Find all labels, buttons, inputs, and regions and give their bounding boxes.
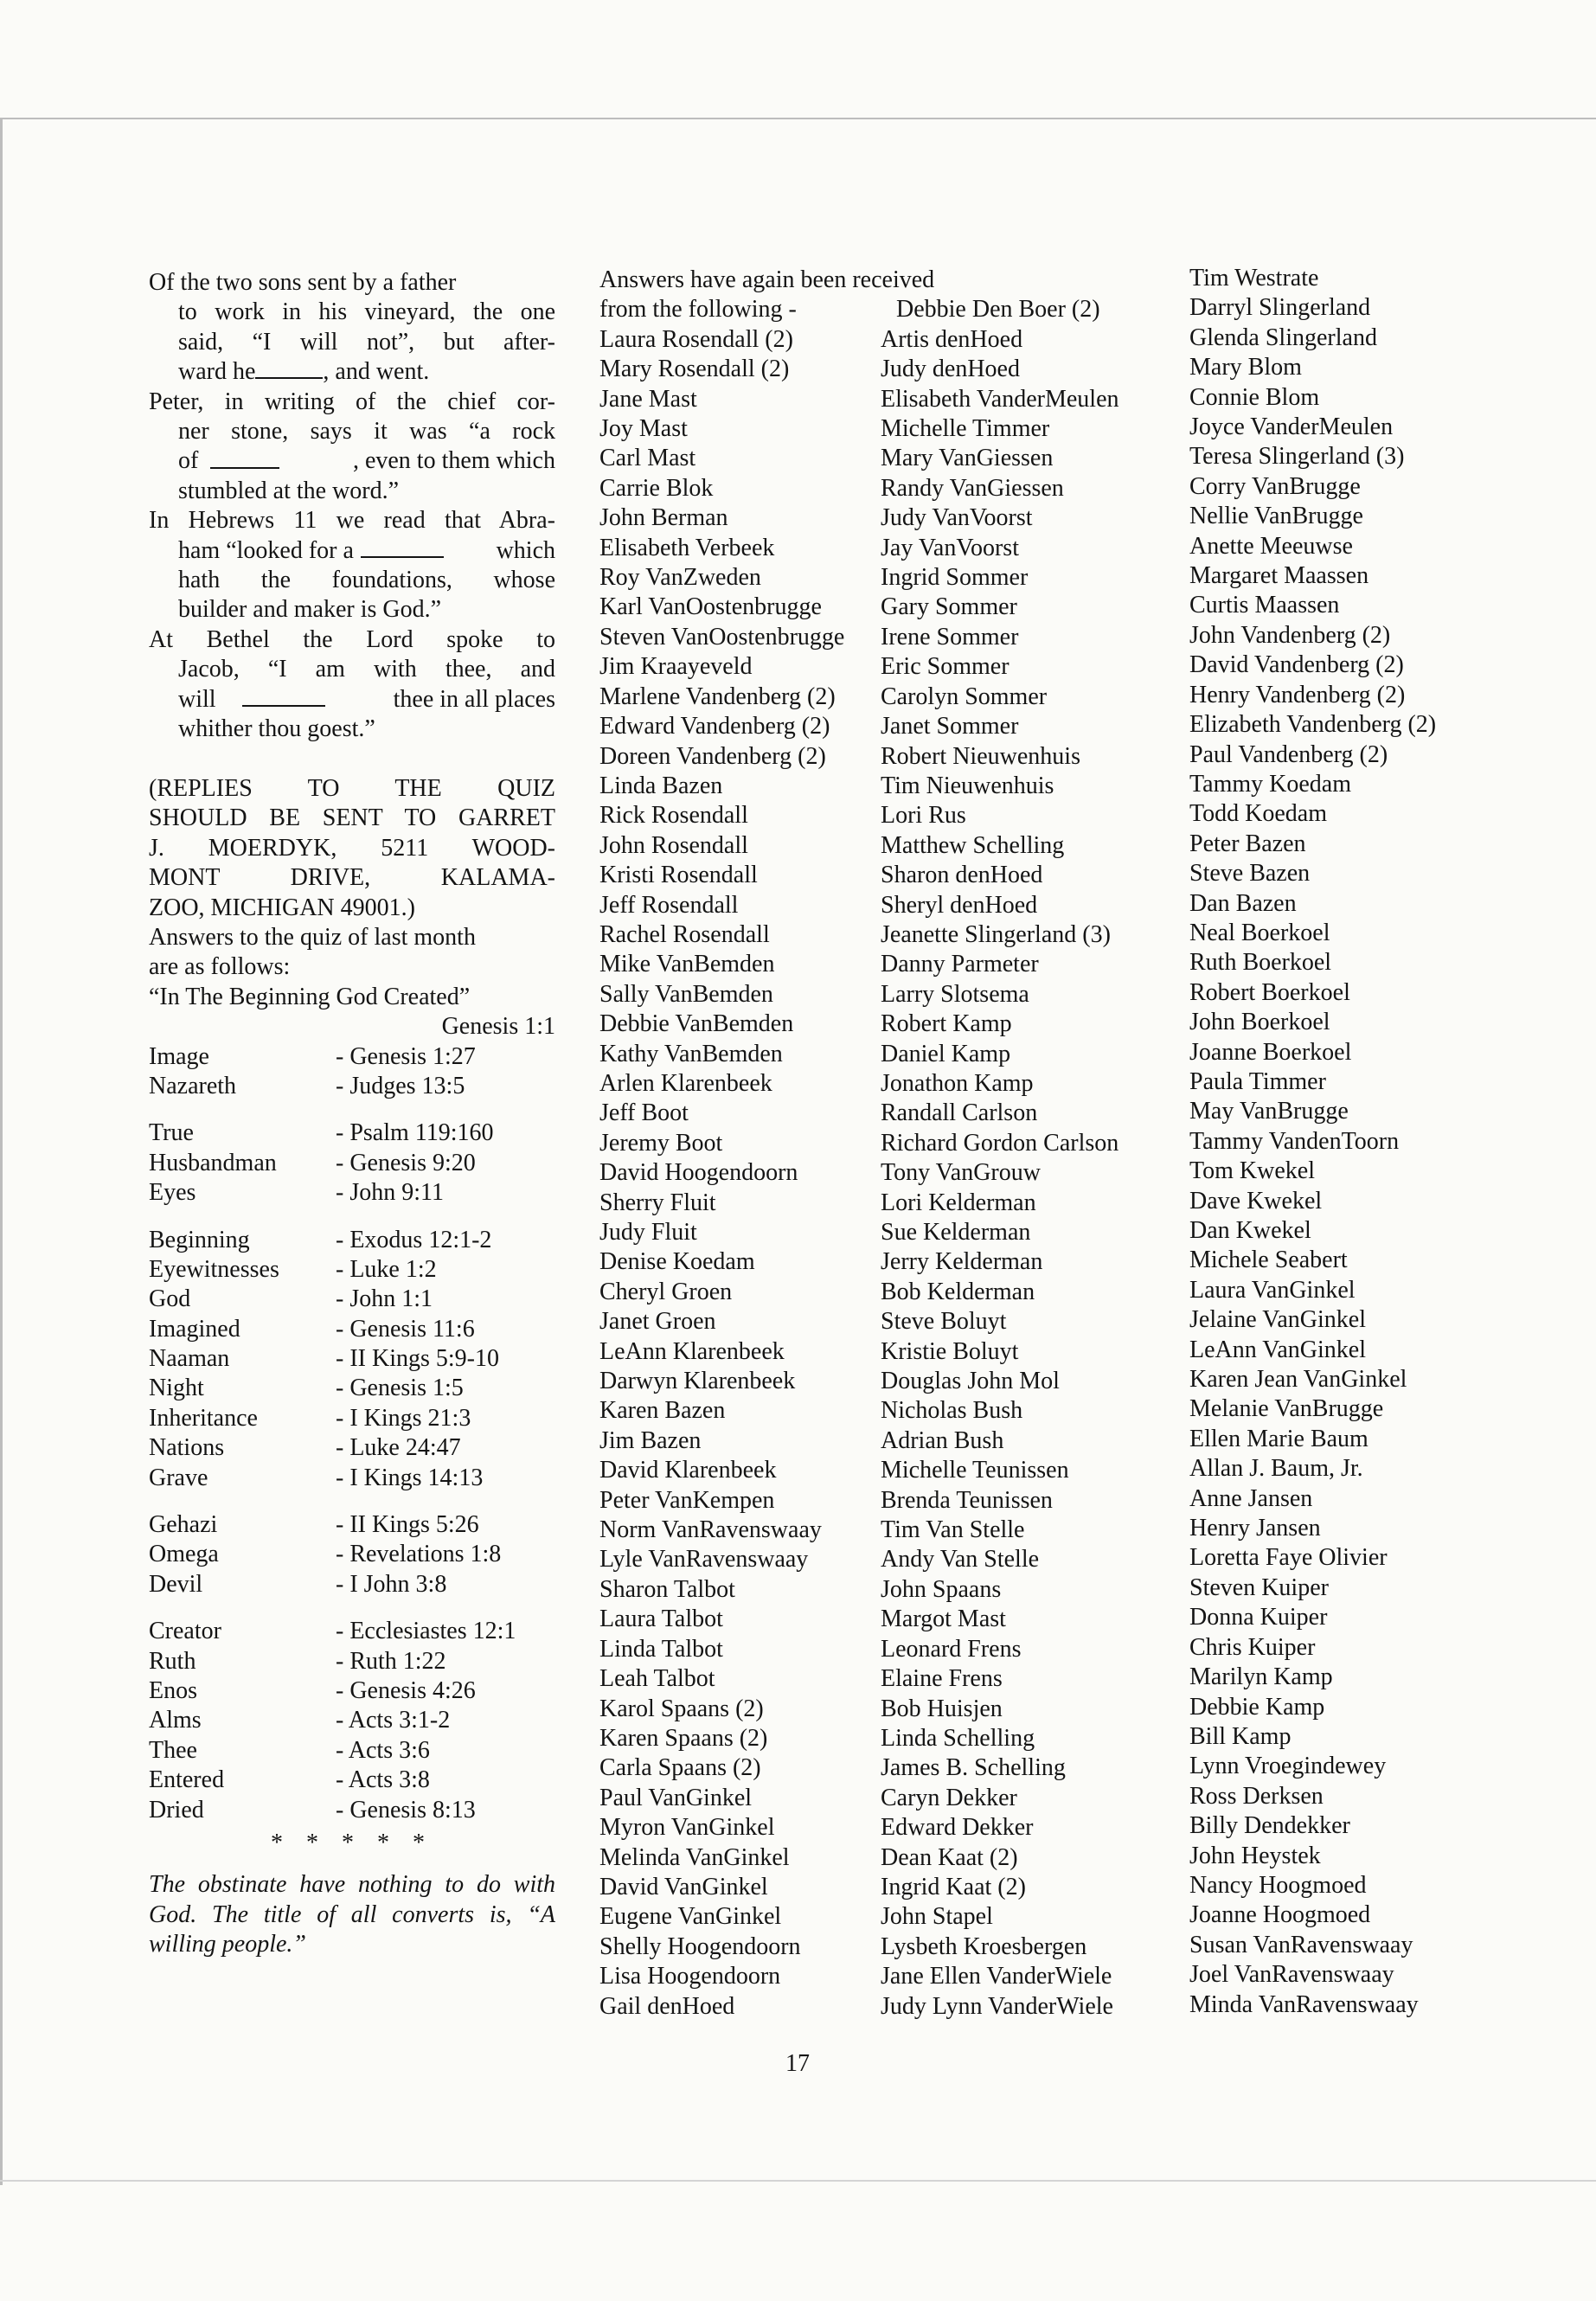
replies-line: MONT DRIVE, KALAMA- <box>149 864 555 892</box>
respondent-name: Steve Boluyt <box>881 1308 1007 1336</box>
respondent-name: Ingrid Sommer <box>881 564 1029 592</box>
respondent-name: Carl Mast <box>599 445 696 472</box>
respondent-name: Leonard Frens <box>881 1635 1022 1663</box>
respondent-name: Debbie Kamp <box>1189 1693 1325 1721</box>
respondent-name: Edward Dekker <box>881 1814 1034 1842</box>
respondent-name: Elisabeth VanderMeulen <box>881 385 1119 413</box>
respondent-name: Glenda Slingerland <box>1189 324 1377 351</box>
respondent-name: Michelle Timmer <box>881 415 1050 443</box>
answer-word: Eyes <box>149 1179 196 1207</box>
respondent-name: Carrie Blok <box>599 474 714 502</box>
answer-row <box>149 1149 555 1178</box>
respondent-name: James B. Schelling <box>881 1754 1066 1782</box>
answer-word: Eyewitnesses <box>149 1255 279 1283</box>
answer-reference: - Genesis 11:6 <box>336 1315 475 1343</box>
respondent-name: Adrian Bush <box>881 1426 1004 1454</box>
answer-reference: - II Kings 5:9-10 <box>336 1345 499 1373</box>
answer-row <box>149 1433 555 1463</box>
quiz-line: In Hebrews 11 we read that Abra- <box>149 507 555 535</box>
answer-reference: - Genesis 1:5 <box>336 1375 464 1402</box>
respondent-name: John Berman <box>599 504 728 532</box>
page-bottom-rule <box>0 2180 1596 2182</box>
respondent-name: Joel VanRavenswaay <box>1189 1961 1394 1989</box>
respondent-name: Laura VanGinkel <box>1189 1276 1356 1304</box>
answers-intro <box>149 923 555 1042</box>
answer-row <box>149 1315 555 1344</box>
respondent-name: John Heystek <box>1189 1842 1321 1869</box>
answer-reference: - Revelations 1:8 <box>336 1541 502 1568</box>
respondent-name: Lysbeth Kroesbergen <box>881 1932 1087 1960</box>
respondent-name: Anette Meeuwse <box>1189 532 1353 560</box>
respondent-name: Larry Slotsema <box>881 980 1029 1008</box>
quiz-line: of , even to them which <box>178 447 555 475</box>
respondent-name: Robert Boerkoel <box>1189 978 1350 1006</box>
respondent-name: Karen Bazen <box>599 1397 726 1425</box>
respondent-name: Peter Bazen <box>1189 830 1306 857</box>
respondent-name: Susan VanRavenswaay <box>1189 1931 1413 1958</box>
respondent-name: David Vandenberg (2) <box>1189 651 1404 679</box>
answer-word: Night <box>149 1375 204 1402</box>
answer-word: Inheritance <box>149 1404 258 1432</box>
answer-reference: - Genesis 4:26 <box>336 1676 476 1704</box>
respondent-name: Ingrid Kaat (2) <box>881 1873 1026 1900</box>
respondent-name: Kristie Boluyt <box>881 1337 1019 1365</box>
quiz-line: hath the foundations, whose <box>178 567 555 594</box>
quiz-line: Jacob, “I am with thee, and <box>178 656 555 683</box>
respondent-name: Dan Bazen <box>1189 889 1297 917</box>
respondent-name: Ruth Boerkoel <box>1189 949 1332 977</box>
answer-row <box>149 1617 555 1646</box>
respondent-name: Judy Fluit <box>599 1219 697 1246</box>
answer-reference: - Genesis 1:27 <box>336 1042 476 1070</box>
respondent-name: John Spaans <box>881 1575 1002 1603</box>
respondent-name: Cheryl Groen <box>599 1278 733 1305</box>
respondent-name: Laura Talbot <box>599 1606 723 1633</box>
respondent-name: Arlen Klarenbeek <box>599 1069 772 1097</box>
respondent-name: Ellen Marie Baum <box>1189 1425 1368 1452</box>
respondent-name: Danny Parmeter <box>881 951 1039 978</box>
respondent-name: Loretta Faye Olivier <box>1189 1544 1388 1572</box>
respondent-name: Michelle Teunissen <box>881 1457 1069 1484</box>
respondent-name: Denise Koedam <box>599 1248 755 1276</box>
respondent-name: Laura Rosendall (2) <box>599 325 793 353</box>
respondent-name: Rick Rosendall <box>599 802 748 830</box>
respondent-name: Minda VanRavenswaay <box>1189 1990 1419 2018</box>
answer-row <box>149 1404 555 1433</box>
answer-reference: - Luke 24:47 <box>336 1434 461 1462</box>
respondent-name: Rachel Rosendall <box>599 920 770 948</box>
respondent-name: Jeff Boot <box>599 1099 689 1127</box>
answer-word: Enos <box>149 1676 197 1704</box>
answer-word: Beginning <box>149 1226 250 1253</box>
respondent-name: Jane Mast <box>599 385 697 413</box>
respondent-name: Steven Kuiper <box>1189 1574 1329 1601</box>
received-subheader: from the following - <box>599 296 797 324</box>
respondent-name: Curtis Maassen <box>1189 592 1340 619</box>
respondent-name: Tom Kwekel <box>1189 1157 1316 1185</box>
respondent-name: Nancy Hoogmoed <box>1189 1871 1367 1899</box>
respondent-name: Edward Vandenberg (2) <box>599 713 830 740</box>
answer-row <box>149 1766 555 1795</box>
respondent-name: Bill Kamp <box>1189 1722 1292 1750</box>
respondent-name: Sherry Fluit <box>599 1189 716 1216</box>
answer-blank <box>210 464 279 469</box>
replies-line: J. MOERDYK, 5211 WOOD- <box>149 834 555 862</box>
answer-word: Alms <box>149 1707 202 1734</box>
answer-reference: - Judges 13:5 <box>336 1072 465 1099</box>
respondent-name: Mary Blom <box>1189 354 1302 381</box>
answer-reference: - Exodus 12:1-2 <box>336 1226 492 1253</box>
quiz-line: said, “I will not”, but after- <box>178 328 555 356</box>
respondent-name: Sheryl denHoed <box>881 891 1038 919</box>
respondent-name: Robert Nieuwenhuis <box>881 742 1080 770</box>
answer-reference: - Acts 3:8 <box>336 1766 430 1794</box>
quiz-question-1 <box>149 268 555 388</box>
page-left-edge <box>0 118 3 2185</box>
answer-row <box>149 1285 555 1314</box>
respondent-name: Marilyn Kamp <box>1189 1663 1333 1691</box>
respondent-name: Anne Jansen <box>1189 1484 1313 1512</box>
answer-word: Ruth <box>149 1647 196 1675</box>
answer-reference: - Genesis 9:20 <box>336 1149 476 1176</box>
answer-row <box>149 1042 555 1072</box>
respondent-name: Irene Sommer <box>881 623 1019 651</box>
answer-reference: - II Kings 5:26 <box>336 1511 479 1539</box>
respondent-name: Melinda VanGinkel <box>599 1843 790 1871</box>
answer-word: Gehazi <box>149 1511 218 1539</box>
received-header: Answers have again been received <box>599 266 935 293</box>
respondent-name: Darryl Slingerland <box>1189 294 1371 322</box>
answer-row <box>149 1344 555 1374</box>
answer-row <box>149 1676 555 1706</box>
respondent-name: Tony VanGrouw <box>881 1159 1041 1187</box>
respondent-name: Linda Bazen <box>599 772 723 799</box>
respondent-name: Joy Mast <box>599 415 688 443</box>
page-number: 17 <box>785 2050 810 2077</box>
answer-row <box>149 1570 555 1599</box>
answer-reference: - Luke 1:2 <box>336 1255 437 1283</box>
respondent-name: Janet Sommer <box>881 713 1019 740</box>
answer-word: Image <box>149 1042 209 1070</box>
respondent-name: Sharon denHoed <box>881 862 1043 889</box>
respondent-name: Billy Dendekker <box>1189 1812 1350 1840</box>
answer-row <box>149 1510 555 1540</box>
quiz-line: ward he , and went. <box>178 358 430 386</box>
respondent-name: John Vandenberg (2) <box>1189 621 1391 649</box>
respondent-name: Henry Jansen <box>1189 1515 1321 1542</box>
respondent-name: Steve Bazen <box>1189 860 1311 888</box>
respondent-name: Eugene VanGinkel <box>599 1903 782 1931</box>
respondent-name: Lori Rus <box>881 802 966 830</box>
answer-word: True <box>149 1119 194 1147</box>
answer-word: Naaman <box>149 1345 230 1373</box>
answers-intro-line: Answers to the quiz of last month <box>149 923 476 951</box>
respondent-name: Jim Bazen <box>599 1426 702 1454</box>
respondent-name: Lori Kelderman <box>881 1189 1036 1216</box>
respondent-name: Karen Jean VanGinkel <box>1189 1366 1407 1394</box>
quiz-line: builder and maker is God.” <box>178 596 442 624</box>
answer-row <box>149 1796 555 1825</box>
respondent-name: David VanGinkel <box>599 1873 768 1900</box>
answer-blank <box>242 702 325 707</box>
respondent-name: Lynn Vroegindewey <box>1189 1753 1387 1780</box>
respondent-name: Robert Kamp <box>881 1010 1012 1038</box>
respondent-name: Doreen Vandenberg (2) <box>599 742 826 770</box>
answer-reference: - Acts 3:1-2 <box>336 1707 451 1734</box>
answer-word: Devil <box>149 1570 203 1598</box>
answers-theme: “In The Beginning God Created” <box>149 983 471 1010</box>
respondent-name: Nellie VanBrugge <box>1189 503 1363 530</box>
respondent-name: Jerry Kelderman <box>881 1248 1043 1276</box>
respondent-name: Bob Huisjen <box>881 1695 1003 1722</box>
respondent-name: Connie Blom <box>1189 383 1320 411</box>
respondent-name: Joyce VanderMeulen <box>1189 413 1394 441</box>
respondent-name: Donna Kuiper <box>1189 1604 1328 1631</box>
answer-row <box>149 1647 555 1676</box>
answer-reference: - Ecclesiastes 12:1 <box>336 1618 516 1645</box>
respondent-name: Margot Mast <box>881 1606 1006 1633</box>
quiz-question-4 <box>149 625 555 745</box>
respondent-name: David Klarenbeek <box>599 1457 777 1484</box>
respondent-name: Norm VanRavenswaay <box>599 1516 822 1544</box>
respondent-name: Jim Kraayeveld <box>599 653 753 681</box>
respondents-columns <box>599 266 1162 2022</box>
respondent-name: Steven VanOostenbrugge <box>599 623 845 651</box>
answer-reference: - Psalm 119:160 <box>336 1119 494 1147</box>
answer-reference: - I John 3:8 <box>336 1570 447 1598</box>
respondent-name: Randall Carlson <box>881 1099 1038 1127</box>
respondent-name: Mary VanGiessen <box>881 445 1054 472</box>
respondent-name: Linda Talbot <box>599 1635 723 1663</box>
answer-word: Nazareth <box>149 1072 237 1099</box>
respondent-name: Dan Kwekel <box>1189 1217 1311 1244</box>
respondent-name: Sharon Talbot <box>599 1575 735 1603</box>
respondent-name: Jeremy Boot <box>599 1129 723 1157</box>
respondent-name: Allan J. Baum, Jr. <box>1189 1455 1363 1483</box>
respondent-name: Randy VanGiessen <box>881 474 1064 502</box>
answer-reference: - I Kings 21:3 <box>336 1404 471 1432</box>
respondent-name: Paul VanGinkel <box>599 1784 753 1811</box>
quiz-line: Of the two sons sent by a father <box>149 269 457 296</box>
respondent-name: Jeanette Slingerland (3) <box>881 920 1111 948</box>
respondent-name: John Boerkoel <box>1189 1009 1330 1036</box>
respondent-name: Karl VanOostenbrugge <box>599 593 822 621</box>
quiz-line: to work in his vineyard, the one <box>178 298 555 326</box>
replies-notice <box>149 774 555 923</box>
answer-row <box>149 1540 555 1569</box>
respondent-name: Judy VanVoorst <box>881 504 1033 532</box>
respondent-name: Jonathon Kamp <box>881 1069 1034 1097</box>
answer-row <box>149 1226 555 1255</box>
respondent-name: Dave Kwekel <box>1189 1187 1323 1215</box>
respondent-name: Carla Spaans (2) <box>599 1754 761 1782</box>
respondent-name: Myron VanGinkel <box>599 1814 775 1842</box>
respondent-name: Debbie Den Boer (2) <box>896 296 1100 324</box>
replies-line: SHOULD BE SENT TO GARRET <box>149 804 555 832</box>
respondent-name: Tim Westrate <box>1189 265 1319 292</box>
quiz-line: ham “looked for a which <box>178 536 555 564</box>
page-top-rule <box>0 118 1596 119</box>
respondent-name: Linda Schelling <box>881 1724 1035 1752</box>
answer-row <box>149 1072 555 1101</box>
respondent-name: Douglas John Mol <box>881 1368 1060 1395</box>
answer-reference: - Ruth 1:22 <box>336 1647 446 1675</box>
respondent-name: Daniel Kamp <box>881 1040 1011 1067</box>
respondent-name: Tim Van Stelle <box>881 1516 1025 1544</box>
respondent-name: Melanie VanBrugge <box>1189 1395 1384 1423</box>
answer-row <box>149 1118 555 1148</box>
answer-reference: - Acts 3:6 <box>336 1736 430 1764</box>
answer-word: Husbandman <box>149 1149 277 1176</box>
respondent-name: Artis denHoed <box>881 325 1023 353</box>
answer-reference: - Genesis 8:13 <box>336 1796 476 1823</box>
answer-row <box>149 1706 555 1735</box>
respondent-name: Elizabeth Vandenberg (2) <box>1189 711 1437 739</box>
respondent-name: John Stapel <box>881 1903 993 1931</box>
respondent-name: Kathy VanBemden <box>599 1040 783 1067</box>
quiz-line: stumbled at the word.” <box>178 477 400 504</box>
section-divider-stars: * * * * * <box>271 1829 433 1856</box>
respondent-list-col2 <box>599 325 881 2022</box>
respondent-name: LeAnn Klarenbeek <box>599 1337 785 1365</box>
respondent-name: Joanne Hoogmoed <box>1189 1901 1371 1929</box>
respondent-name: Michele Seabert <box>1189 1247 1348 1274</box>
answers-theme-ref: Genesis 1:1 <box>441 1013 555 1041</box>
respondent-name: Todd Koedam <box>1189 800 1328 828</box>
quiz-line: At Bethel the Lord spoke to <box>149 625 555 653</box>
respondent-name: Roy VanZweden <box>599 564 761 592</box>
respondent-name: Ross Derksen <box>1189 1782 1324 1810</box>
respondent-name: May VanBrugge <box>1189 1098 1349 1125</box>
respondent-name: Marlene Vandenberg (2) <box>599 683 836 710</box>
respondent-name: Jane Ellen VanderWiele <box>881 1963 1112 1990</box>
respondent-name: Karen Spaans (2) <box>599 1724 768 1752</box>
respondent-name: Paula Timmer <box>1189 1067 1326 1095</box>
respondent-name: Mary Rosendall (2) <box>599 356 790 383</box>
answer-word: Entered <box>149 1766 225 1794</box>
answer-word: God <box>149 1285 191 1313</box>
quiz-line: Peter, in writing of the chief cor- <box>149 388 555 415</box>
replies-line: ZOO, MICHIGAN 49001.) <box>149 894 415 921</box>
answer-row <box>149 1736 555 1766</box>
respondent-name: Caryn Dekker <box>881 1784 1017 1811</box>
closing-quote: The obstinate have nothing to do with God. The title of all converts is, “A willing people.” <box>149 1871 555 1958</box>
respondent-name: Neal Boerkoel <box>1189 919 1330 946</box>
answer-reference: - John 1:1 <box>336 1285 433 1313</box>
respondent-list-col3 <box>881 325 1162 2022</box>
respondent-name: Sally VanBemden <box>599 980 773 1008</box>
respondent-name: Teresa Slingerland (3) <box>1189 443 1405 471</box>
respondent-name: Kristi Rosendall <box>599 862 758 889</box>
respondent-list-col4 <box>1189 264 1579 2020</box>
respondent-name: David Hoogendoorn <box>599 1159 798 1187</box>
respondent-name: Darwyn Klarenbeek <box>599 1368 796 1395</box>
respondent-name: Sue Kelderman <box>881 1219 1031 1246</box>
respondent-name: Bob Kelderman <box>881 1278 1035 1305</box>
respondent-name: Paul Vandenberg (2) <box>1189 740 1388 768</box>
respondent-name: Shelly Hoogendoorn <box>599 1932 801 1960</box>
respondent-name: Jay VanVoorst <box>881 534 1019 561</box>
respondent-name: Dean Kaat (2) <box>881 1843 1018 1871</box>
respondent-name: Henry Vandenberg (2) <box>1189 681 1406 708</box>
answer-word: Omega <box>149 1541 219 1568</box>
respondent-name: Judy denHoed <box>881 356 1020 383</box>
respondent-name: Leah Talbot <box>599 1665 715 1693</box>
respondent-name: Tammy Koedam <box>1189 770 1351 798</box>
answer-row <box>149 1178 555 1208</box>
respondent-name: Debbie VanBemden <box>599 1010 794 1038</box>
respondent-name: John Rosendall <box>599 831 748 859</box>
respondent-name: Jelaine VanGinkel <box>1189 1306 1366 1334</box>
respondent-name: Peter VanKempen <box>599 1486 775 1514</box>
answer-word: Grave <box>149 1464 208 1491</box>
respondent-name: Elisabeth Verbeek <box>599 534 775 561</box>
answer-word: Dried <box>149 1796 204 1823</box>
respondent-name: Elaine Frens <box>881 1665 1003 1693</box>
answer-list <box>149 1042 555 1825</box>
quiz-question-3 <box>149 506 555 625</box>
answer-row <box>149 1374 555 1403</box>
respondent-name: Judy Lynn VanderWiele <box>881 1992 1113 2020</box>
quiz-line: will thee in all places <box>178 685 555 713</box>
answer-reference: - John 9:11 <box>336 1179 444 1207</box>
respondent-name: Tim Nieuwenhuis <box>881 772 1054 799</box>
respondent-name: Chris Kuiper <box>1189 1633 1316 1661</box>
respondent-name: Mike VanBemden <box>599 951 775 978</box>
respondent-name: Gary Sommer <box>881 593 1017 621</box>
respondent-name: Eric Sommer <box>881 653 1010 681</box>
replies-line: (REPLIES TO THE QUIZ <box>149 774 555 802</box>
answer-row <box>149 1464 555 1493</box>
respondent-name: Matthew Schelling <box>881 831 1065 859</box>
respondent-name: Nicholas Bush <box>881 1397 1023 1425</box>
answer-blank <box>255 374 323 379</box>
respondent-name: Janet Groen <box>599 1308 716 1336</box>
respondent-name: Jeff Rosendall <box>599 891 739 919</box>
quiz-column <box>149 268 555 1960</box>
respondent-name: Margaret Maassen <box>1189 562 1369 590</box>
respondent-name: Brenda Teunissen <box>881 1486 1053 1514</box>
respondent-name: Corry VanBrugge <box>1189 472 1361 500</box>
respondent-name: Richard Gordon Carlson <box>881 1129 1119 1157</box>
respondent-name: Joanne Boerkoel <box>1189 1038 1352 1066</box>
quiz-line: whither thou goest.” <box>178 715 375 743</box>
respondent-name: Carolyn Sommer <box>881 683 1048 710</box>
respondent-name: Andy Van Stelle <box>881 1546 1040 1574</box>
answers-intro-line: are as follows: <box>149 953 291 981</box>
respondent-name: Gail denHoed <box>599 1992 735 2020</box>
answer-word: Creator <box>149 1618 221 1645</box>
answer-word: Imagined <box>149 1315 240 1343</box>
quiz-question-2 <box>149 388 555 507</box>
respondent-name: Lyle VanRavenswaay <box>599 1546 809 1574</box>
respondent-name: Tammy VandenToorn <box>1189 1127 1400 1155</box>
quiz-line: ner stone, says it was “a rock <box>178 418 555 445</box>
answer-blank <box>361 553 444 558</box>
answer-row <box>149 1255 555 1285</box>
answer-word: Nations <box>149 1434 225 1462</box>
respondent-name: Lisa Hoogendoorn <box>599 1963 781 1990</box>
respondent-name: Karol Spaans (2) <box>599 1695 764 1722</box>
answer-word: Thee <box>149 1736 197 1764</box>
respondent-name: LeAnn VanGinkel <box>1189 1336 1366 1363</box>
answer-reference: - I Kings 14:13 <box>336 1464 484 1491</box>
